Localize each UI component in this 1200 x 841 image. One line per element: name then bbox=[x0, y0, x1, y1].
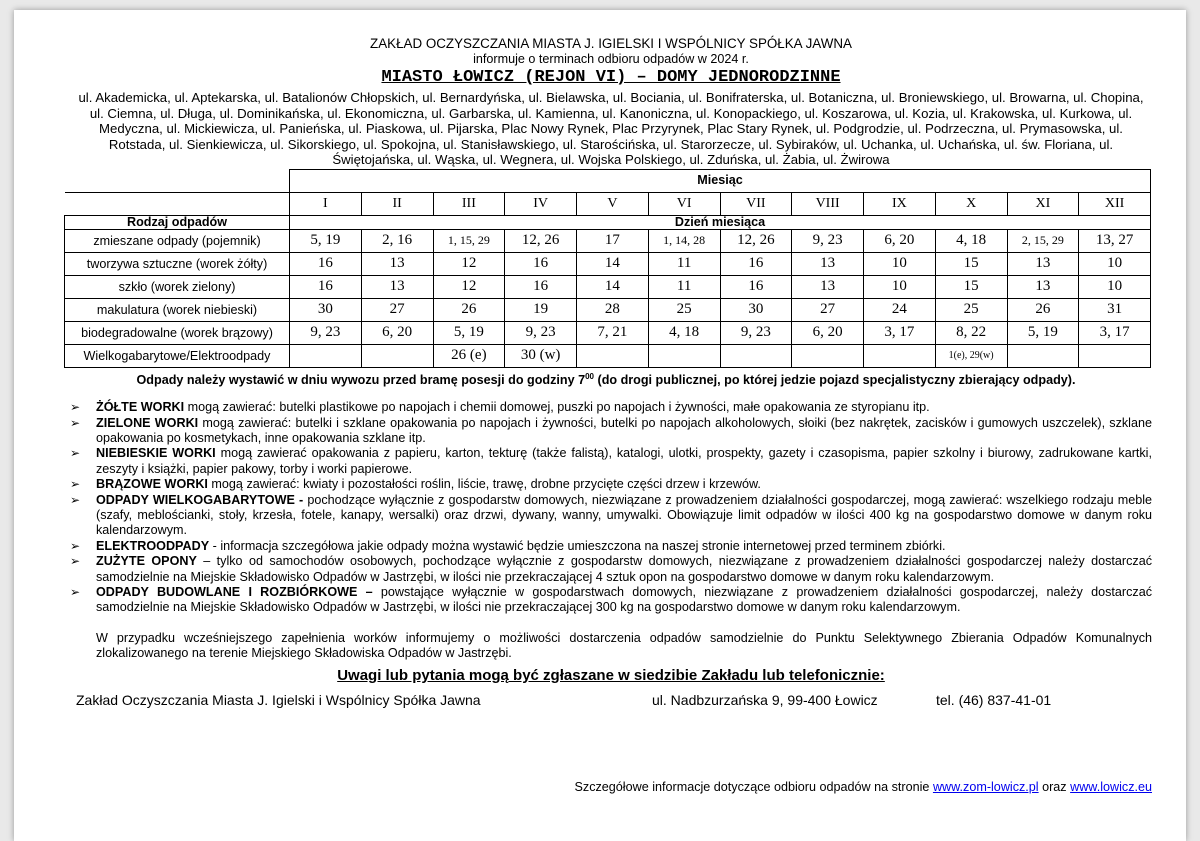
arrow-bullet-icon: ➢ bbox=[70, 492, 81, 507]
info-item-text: mogą zawierać opakowania z papieru, karton, tekturę (także falistą), katalogi, ulotki, prospekty, gazety i czasopisma, papier szkolny i biurowy, zadrukowane kartki, zeszyty i książki, papier pakowy, torby i worki papierowe. bbox=[96, 446, 1152, 476]
pickup-day-cell: 16 bbox=[290, 252, 362, 275]
pickup-day-cell: 7, 21 bbox=[577, 321, 649, 344]
pickup-day-cell: 13, 27 bbox=[1079, 229, 1151, 252]
info-item-title: ELEKTROODPADY bbox=[96, 538, 210, 553]
pickup-day-cell: 13 bbox=[792, 275, 864, 298]
pickup-day-cell: 13 bbox=[1007, 252, 1079, 275]
info-item-title: NIEBIESKIE WORKI bbox=[96, 446, 216, 461]
waste-type-header: Rodzaj odpadów bbox=[65, 215, 290, 229]
month-4: IV bbox=[505, 192, 577, 215]
pickup-day-cell: 26 (e) bbox=[433, 344, 505, 367]
pickup-day-cell: 12 bbox=[433, 252, 505, 275]
pickup-day-cell: 15 bbox=[935, 275, 1007, 298]
arrow-bullet-icon: ➢ bbox=[70, 400, 81, 415]
contact-address: ul. Nadbzurzańska 9, 99-400 Łowicz bbox=[652, 691, 878, 708]
pickup-day-cell bbox=[792, 344, 864, 367]
month-12: XII bbox=[1079, 192, 1151, 215]
pickup-day-cell: 1, 15, 29 bbox=[433, 229, 505, 252]
pickup-day-cell: 31 bbox=[1079, 298, 1151, 321]
pickup-day-cell: 19 bbox=[505, 298, 577, 321]
month-11: XI bbox=[1007, 192, 1079, 215]
info-item-title: ODPADY BUDOWLANE I ROZBIÓRKOWE – bbox=[96, 585, 373, 600]
month-8: VIII bbox=[792, 192, 864, 215]
table-row bbox=[65, 298, 1151, 321]
company-header: ZAKŁAD OCZYSZCZANIA MIASTA J. IGIELSKI I WSPÓLNICY SPÓŁKA JAWNA bbox=[370, 36, 852, 51]
info-item bbox=[70, 539, 1152, 554]
table-row bbox=[65, 275, 1151, 298]
pickup-day-cell: 5, 19 bbox=[1007, 321, 1079, 344]
pickup-day-cell bbox=[361, 344, 433, 367]
info-item bbox=[70, 493, 1152, 539]
pickup-day-cell: 5, 19 bbox=[290, 229, 362, 252]
info-list bbox=[70, 400, 1152, 616]
info-item-title: ŻÓŁTE WORKI bbox=[96, 400, 185, 415]
pickup-day-cell: 16 bbox=[720, 275, 792, 298]
footer-text: Szczegółowe informacje dotyczące odbioru odpadów na stronie bbox=[574, 780, 933, 794]
arrow-bullet-icon: ➢ bbox=[70, 538, 81, 553]
note-superscript: 00 bbox=[585, 371, 594, 381]
pickup-day-cell: 16 bbox=[290, 275, 362, 298]
pickup-day-cell bbox=[577, 344, 649, 367]
month-3: III bbox=[433, 192, 505, 215]
pickup-day-cell: 25 bbox=[648, 298, 720, 321]
contact-line bbox=[70, 692, 1152, 712]
pickup-day-cell bbox=[290, 344, 362, 367]
month-2: II bbox=[361, 192, 433, 215]
waste-type-label: biodegradowalne (worek brązowy) bbox=[65, 321, 290, 344]
info-item-text: pochodzące wyłącznie z gospodarstw domowych, niezwiązane z prowadzeniem działalności gospodarczej, mogą zawierać: wszelkiego rodzaju meble (szafy, meblościanki, stoły, krzesła, fotele, kanapy, wersalki) oraz drzwi, dywany, wanny, umywalki. Obowiązuje limit odpadów w ilości 400 kg na gospodarstwo domowe w danym roku kalendarzowym. bbox=[96, 492, 1152, 538]
pickup-day-cell: 11 bbox=[648, 252, 720, 275]
pickup-day-cell: 15 bbox=[935, 252, 1007, 275]
info-item bbox=[70, 554, 1152, 585]
pickup-day-cell: 13 bbox=[1007, 275, 1079, 298]
pickup-day-cell: 27 bbox=[792, 298, 864, 321]
info-item-text: – tylko od samochodów osobowych, pochodzące wyłącznie z gospodarstw domowych, niezwiązane z prowadzeniem działalności gospodarczej należy dostarczać samodzielnie na Miejskie Składowisko Odpadów w Jastrzębi, w ilości nie przekraczającej 4 sztuk opon na gospodarstwo domowe w danym roku kalendarzowym. bbox=[96, 554, 1152, 584]
info-item-title: BRĄZOWE WORKI bbox=[96, 477, 208, 492]
arrow-bullet-icon: ➢ bbox=[70, 446, 81, 461]
note-text-end: (do drogi publicznej, po której jedzie pojazd specjalistyczny zbierający odpady). bbox=[594, 373, 1076, 388]
pickup-day-cell: 14 bbox=[577, 275, 649, 298]
pickup-day-cell: 24 bbox=[864, 298, 936, 321]
questions-heading: Uwagi lub pytania mogą być zgłaszane w siedzibie Zakładu lub telefonicznie: bbox=[337, 666, 885, 684]
pickup-day-cell: 13 bbox=[792, 252, 864, 275]
month-header: Miesiąc bbox=[290, 169, 1151, 192]
month-6: VI bbox=[648, 192, 720, 215]
pickup-day-cell: 14 bbox=[577, 252, 649, 275]
pickup-day-cell: 26 bbox=[433, 298, 505, 321]
pickup-day-cell: 16 bbox=[505, 252, 577, 275]
info-item-text: mogą zawierać: kwiaty i pozostałości roślin, liście, trawę, drobne przycięte części drzew i krzewów. bbox=[207, 477, 761, 492]
pickup-day-cell: 8, 22 bbox=[935, 321, 1007, 344]
pickup-day-cell: 13 bbox=[361, 275, 433, 298]
arrow-bullet-icon: ➢ bbox=[70, 415, 81, 430]
waste-type-label: zmieszane odpady (pojemnik) bbox=[65, 229, 290, 252]
pickup-day-cell: 10 bbox=[1079, 252, 1151, 275]
pickup-day-cell: 3, 17 bbox=[1079, 321, 1151, 344]
waste-type-label: makulatura (worek niebieski) bbox=[65, 298, 290, 321]
info-item-text: mogą zawierać: butelki plastikowe po napojach i chemii domowej, puszki po napojach i żywności, małe opakowania ze styropianu itp. bbox=[184, 400, 930, 415]
pickup-day-cell bbox=[648, 344, 720, 367]
pickup-day-cell: 12, 26 bbox=[720, 229, 792, 252]
pickup-day-cell: 16 bbox=[505, 275, 577, 298]
link-lowicz-eu[interactable]: www.lowicz.eu bbox=[1070, 780, 1152, 794]
note-text: Odpady należy wystawić w dniu wywozu przed bramę posesji do godziny 7 bbox=[136, 373, 586, 388]
month-1: I bbox=[290, 192, 362, 215]
pickup-day-cell: 10 bbox=[864, 252, 936, 275]
info-item bbox=[70, 446, 1152, 477]
info-paragraph: W przypadku wcześniejszego zapełnienia worków informujemy o możliwości dostarczenia odpadów samodzielnie do Punktu Selektywnego Zbierania Odpadów Komunalnych zlokalizowanego na terenie Miejskiego Składowiska Odpadów w Jastrzębi. bbox=[96, 630, 1152, 661]
footer-conj: oraz bbox=[1038, 780, 1071, 794]
info-item-title: ODPADY WIELKOGABARYTOWE - bbox=[96, 492, 304, 507]
contact-company: Zakład Oczyszczania Miasta J. Igielski i Wspólnicy Spółka Jawna bbox=[76, 691, 481, 708]
info-item bbox=[70, 585, 1152, 616]
table-row bbox=[65, 252, 1151, 275]
pickup-day-cell: 1, 14, 28 bbox=[648, 229, 720, 252]
pickup-day-cell: 2, 16 bbox=[361, 229, 433, 252]
pickup-day-cell: 1(e), 29(w) bbox=[935, 344, 1007, 367]
document-content bbox=[70, 36, 1152, 712]
table-row bbox=[65, 229, 1151, 252]
pickup-day-cell: 30 bbox=[720, 298, 792, 321]
document-page bbox=[14, 10, 1186, 841]
pickup-day-cell: 2, 15, 29 bbox=[1007, 229, 1079, 252]
blank-corner bbox=[65, 169, 290, 192]
waste-type-label: szkło (worek zielony) bbox=[65, 275, 290, 298]
arrow-bullet-icon: ➢ bbox=[70, 554, 81, 569]
info-item bbox=[70, 400, 1152, 415]
pickup-day-cell: 4, 18 bbox=[648, 321, 720, 344]
pickup-day-cell bbox=[1007, 344, 1079, 367]
waste-type-label: tworzywa sztuczne (worek żółty) bbox=[65, 252, 290, 275]
pickup-day-cell: 6, 20 bbox=[792, 321, 864, 344]
pickup-day-cell: 9, 23 bbox=[290, 321, 362, 344]
blank-corner-2 bbox=[65, 192, 290, 215]
pickup-day-cell: 28 bbox=[577, 298, 649, 321]
pickup-day-cell: 16 bbox=[720, 252, 792, 275]
month-7: VII bbox=[720, 192, 792, 215]
pickup-day-cell: 9, 23 bbox=[505, 321, 577, 344]
region-title: MIASTO ŁOWICZ (REJON VI) – DOMY JEDNORODZINNE bbox=[381, 68, 841, 87]
month-5: V bbox=[577, 192, 649, 215]
footer bbox=[70, 780, 1152, 794]
pickup-day-cell: 6, 20 bbox=[361, 321, 433, 344]
pickup-day-cell: 11 bbox=[648, 275, 720, 298]
arrow-bullet-icon: ➢ bbox=[70, 477, 81, 492]
month-10: X bbox=[935, 192, 1007, 215]
pickup-day-cell: 3, 17 bbox=[864, 321, 936, 344]
day-header: Dzień miesiąca bbox=[290, 215, 1151, 229]
pickup-day-cell: 26 bbox=[1007, 298, 1079, 321]
collection-note bbox=[60, 369, 1152, 388]
table-row bbox=[65, 321, 1151, 344]
info-item-text: powstające wyłącznie w gospodarstwach domowych, niezwiązane z prowadzeniem działalności gospodarczej, należy dostarczać samodzielnie na Miejskie Składowisko Odpadów w Jastrzębi, w ilości nie przekraczającej 300 kg na gospodarstwo domowe w danym roku kalendarzowym. bbox=[96, 585, 1152, 615]
subtitle: informuje o terminach odbioru odpadów w 2024 r. bbox=[473, 52, 749, 66]
pickup-day-cell: 25 bbox=[935, 298, 1007, 321]
link-zom-lowicz[interactable]: www.zom-lowicz.pl bbox=[932, 780, 1039, 794]
info-item-text: mogą zawierać: butelki i szklane opakowania po napojach i żywności, butelki po napojach alkoholowych, słoiki (bez nakrętek, zacisków i gumowych uszczelek), szklane opakowania po kosmetykach, inne opakowania szklane itp. bbox=[96, 415, 1152, 445]
pickup-day-cell: 17 bbox=[577, 229, 649, 252]
info-item-title: ZUŻYTE OPONY bbox=[96, 554, 197, 569]
pickup-day-cell: 12, 26 bbox=[505, 229, 577, 252]
pickup-day-cell: 9, 23 bbox=[792, 229, 864, 252]
info-item bbox=[70, 416, 1152, 447]
pickup-day-cell: 27 bbox=[361, 298, 433, 321]
info-item-text: - informacja szczegółowa jakie odpady można wystawić będzie umieszczona na naszej stronie internetowej przed terminem zbiórki. bbox=[209, 538, 946, 553]
info-item bbox=[70, 477, 1152, 492]
schedule-table bbox=[64, 169, 1151, 368]
arrow-bullet-icon: ➢ bbox=[70, 585, 81, 600]
pickup-day-cell: 4, 18 bbox=[935, 229, 1007, 252]
street-list: ul. Akademicka, ul. Aptekarska, ul. Batalionów Chłopskich, ul. Bernardyńska, ul. Bielawska, ul. Bociania, ul. Bonifraterska, ul. Botaniczna, ul. Broniewskiego, ul. Browarna, ul. Chopina, ul. Ciemna, ul. Długa, ul. Dominikańska, ul. Ekonomiczna, ul. Garbarska, ul. Kamienna, ul. Kanoniczna, ul. Konopackiego, ul. Koszarowa, ul. Kozia, ul. Krakowska, ul. Kurkowa, ul. Medyczna, ul. Mickiewicza, ul. Panieńska, ul. Piaskowa, ul. Pijarska, Plac Nowy Rynek, Plac Przyrynek, Plac Stary Rynek, ul. Podgrodzie, ul. Podrzeczna, ul. Prymasowska, ul. Rotstada, ul. Sienkiewicza, ul. Sikorskiego, ul. Spokojna, ul. Stanisławskiego, ul. Starościńska, ul. Starorzecze, ul. Sybiraków, ul. Uchanka, ul. Uchańska, ul. św. Floriana, ul. Świętojańska, ul. Wąska, ul. Wegnera, ul. Wojska Polskiego, ul. Zduńska, ul. Żabia, ul. Żwirowa bbox=[78, 90, 1144, 168]
info-item-title: ZIELONE WORKI bbox=[96, 415, 199, 430]
pickup-day-cell: 10 bbox=[1079, 275, 1151, 298]
waste-type-label: Wielkogabarytowe/Elektroodpady bbox=[65, 344, 290, 367]
pickup-day-cell: 6, 20 bbox=[864, 229, 936, 252]
pickup-day-cell bbox=[720, 344, 792, 367]
pickup-day-cell: 5, 19 bbox=[433, 321, 505, 344]
pickup-day-cell: 30 (w) bbox=[505, 344, 577, 367]
pickup-day-cell: 10 bbox=[864, 275, 936, 298]
pickup-day-cell: 9, 23 bbox=[720, 321, 792, 344]
month-9: IX bbox=[864, 192, 936, 215]
pickup-day-cell bbox=[864, 344, 936, 367]
pickup-day-cell: 30 bbox=[290, 298, 362, 321]
contact-phone: tel. (46) 837-41-01 bbox=[936, 691, 1052, 708]
table-row bbox=[65, 344, 1151, 367]
pickup-day-cell: 13 bbox=[361, 252, 433, 275]
pickup-day-cell: 12 bbox=[433, 275, 505, 298]
pickup-day-cell bbox=[1079, 344, 1151, 367]
